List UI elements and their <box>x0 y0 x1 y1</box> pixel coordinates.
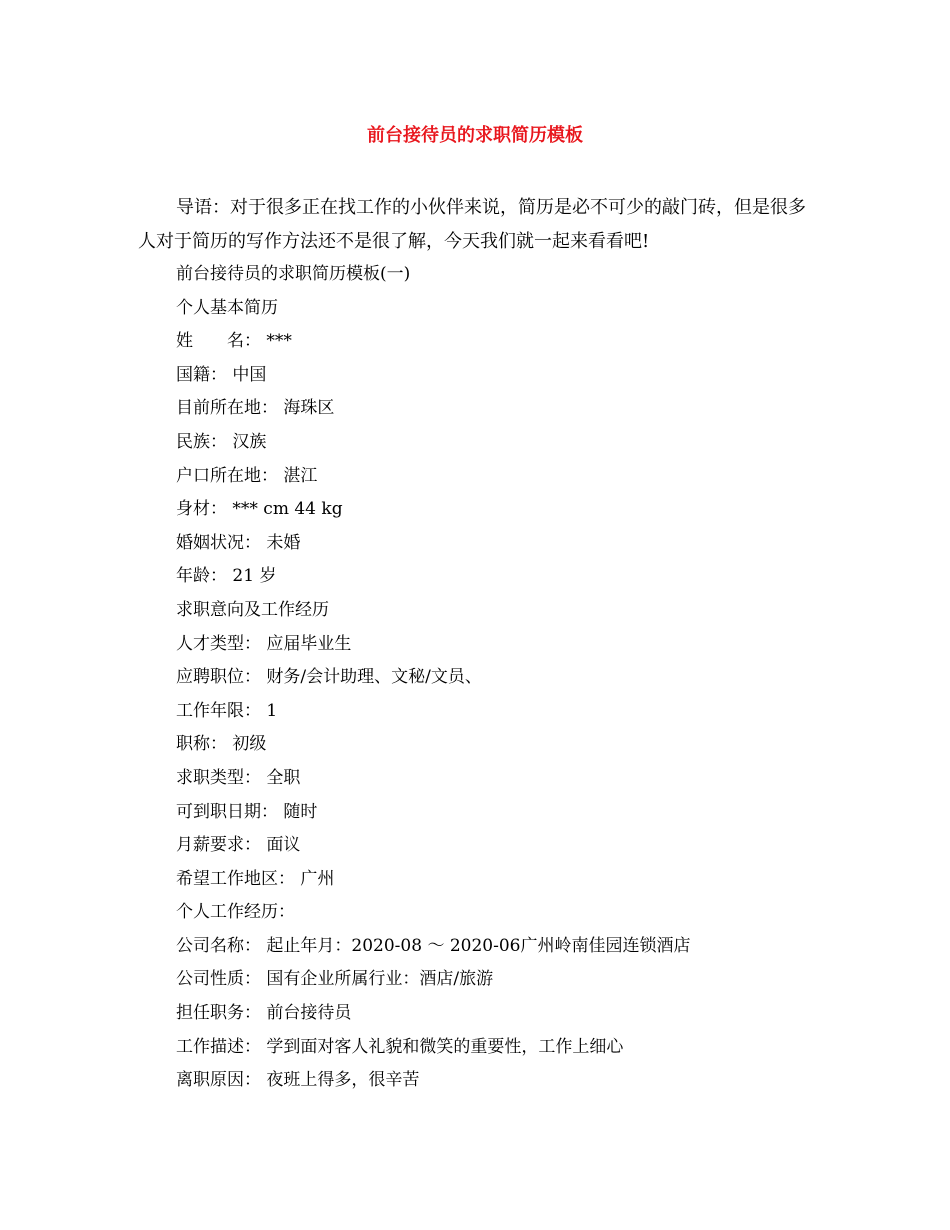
document-line: 离职原因： 夜班上得多，很辛苦 <box>176 1070 420 1091</box>
document-line: 人才类型： 应届毕业生 <box>176 633 352 654</box>
document-line: 求职意向及工作经历 <box>176 599 329 620</box>
document-title: 前台接待员的求职简历模板 <box>367 125 583 146</box>
intro-paragraph: 导语：对于很多正在找工作的小伙伴来说，简历是必不可少的敲门砖，但是很多人对于简历的写作方法还不是很了解，今天我们就一起来看看吧! <box>138 197 806 252</box>
document-line: 担任职务： 前台接待员 <box>176 1003 352 1024</box>
document-line: 目前所在地： 海珠区 <box>176 398 335 419</box>
document-line: 工作年限： 1 <box>176 700 278 721</box>
document-line: 年龄： 21 岁 <box>176 566 277 587</box>
document-line: 个人工作经历： <box>176 902 295 923</box>
document-line: 希望工作地区： 广州 <box>176 868 335 889</box>
document-line: 婚姻状况： 未婚 <box>176 532 301 553</box>
document-line: 身材： *** cm 44 kg <box>176 499 343 520</box>
resume-lines <box>176 258 816 1098</box>
document-line: 月薪要求： 面议 <box>176 835 301 856</box>
document-line: 可到职日期： 随时 <box>176 801 318 822</box>
document-line: 职称： 初级 <box>176 734 267 755</box>
document-line: 公司性质： 国有企业所属行业：酒店/旅游 <box>176 969 494 990</box>
document-line: 求职类型： 全职 <box>176 767 301 788</box>
document-line: 前台接待员的求职简历模板(一) <box>176 264 411 284</box>
document-line: 公司名称： 起止年月：2020-08 ～ 2020-06广州岭南佳园连锁酒店 <box>176 935 691 956</box>
document-line: 姓 名： *** <box>176 331 292 352</box>
document-line: 国籍： 中国 <box>176 364 267 385</box>
document-line: 个人基本简历 <box>176 297 278 318</box>
document-line: 民族： 汉族 <box>176 431 267 452</box>
document-line: 户口所在地： 湛江 <box>176 465 318 486</box>
document-line: 应聘职位： 财务/会计助理、文秘/文员、 <box>176 667 482 688</box>
document-line: 工作描述： 学到面对客人礼貌和微笑的重要性，工作上细心 <box>176 1036 624 1057</box>
